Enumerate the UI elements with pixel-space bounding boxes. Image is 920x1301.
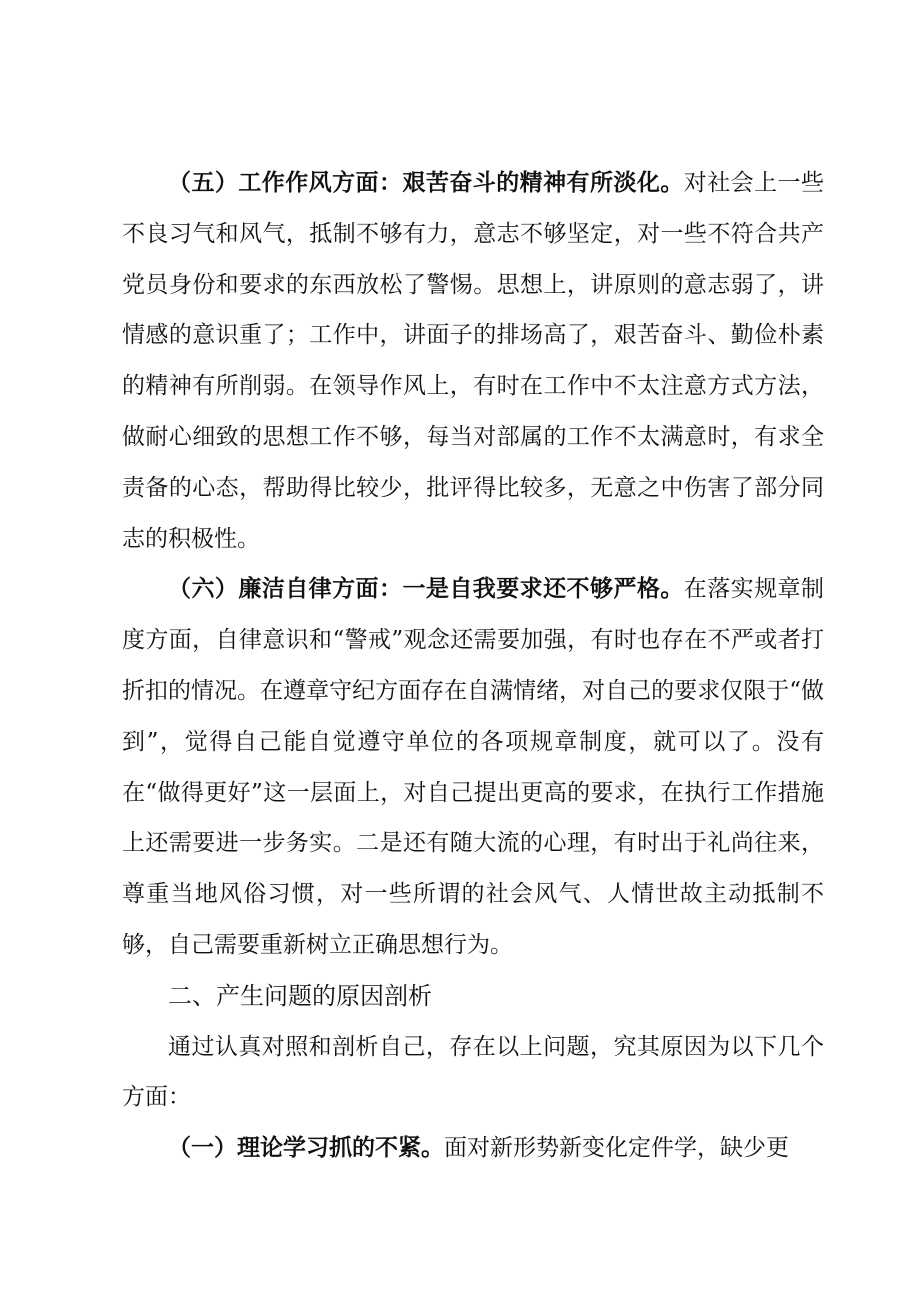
- paragraph-text-work-style: 对社会上一些不良习气和风气，抵制不够有力，意志不够坚定，对一些不符合共产党员身份和要求的东西放松了警惕。思想上，讲原则的意志弱了，讲情感的意识重了；工作中，讲面子的排场高了，艰苦奋斗、勤俭朴素的精神有所削弱。在领导作风上，有时在工作中不太注意方式方法，做耐心细致的思想工作不够，每当对部属的工作不太满意时，有求全责备的心态，帮助得比较少，批评得比较多，无意之中伤害了部分同志的积极性。: [122, 170, 825, 552]
- document-body: [122, 158, 824, 1174]
- section-heading-causes: 二、产生问题的原因剖析: [168, 981, 432, 1010]
- paragraph-text-integrity: 在落实规章制度方面，自律意识和“警戒”观念还需要加强，有时也存在不严或者打折扣的情况。在遵章守纪方面存在自满情绪，对自己的要求仅限于“做到”，觉得自己能自觉遵守单位的各项规章制度，就可以了。没有在“做得更好”这一层面上，对自己提出更高的要求，在执行工作措施上还需要进一步务实。二是还有随大流的心理，有时出于礼尚往来，尊重当地风俗习惯，对一些所谓的社会风气、人情世故主动抵制不够，自己需要重新树立正确思想行为。: [122, 576, 825, 958]
- paragraph-causes-intro: 通过认真对照和剖析自己，存在以上问题，究其原因为以下几个方面：: [122, 1033, 824, 1111]
- paragraph-lead-integrity: （六）廉洁自律方面：一是自我要求还不够严格。: [168, 576, 684, 603]
- paragraph-integrity: [122, 564, 824, 970]
- paragraph-theory-study: [122, 1123, 824, 1174]
- paragraph-lead-work-style: （五）工作作风方面：艰苦奋斗的精神有所淡化。: [168, 170, 684, 196]
- paragraph-lead-theory-study: （一）理论学习抓的不紧。: [168, 1135, 444, 1162]
- paragraph-text-theory-study: 面对新形势新变化定件学，缺少更: [444, 1135, 789, 1162]
- paragraph-work-style: [122, 158, 824, 564]
